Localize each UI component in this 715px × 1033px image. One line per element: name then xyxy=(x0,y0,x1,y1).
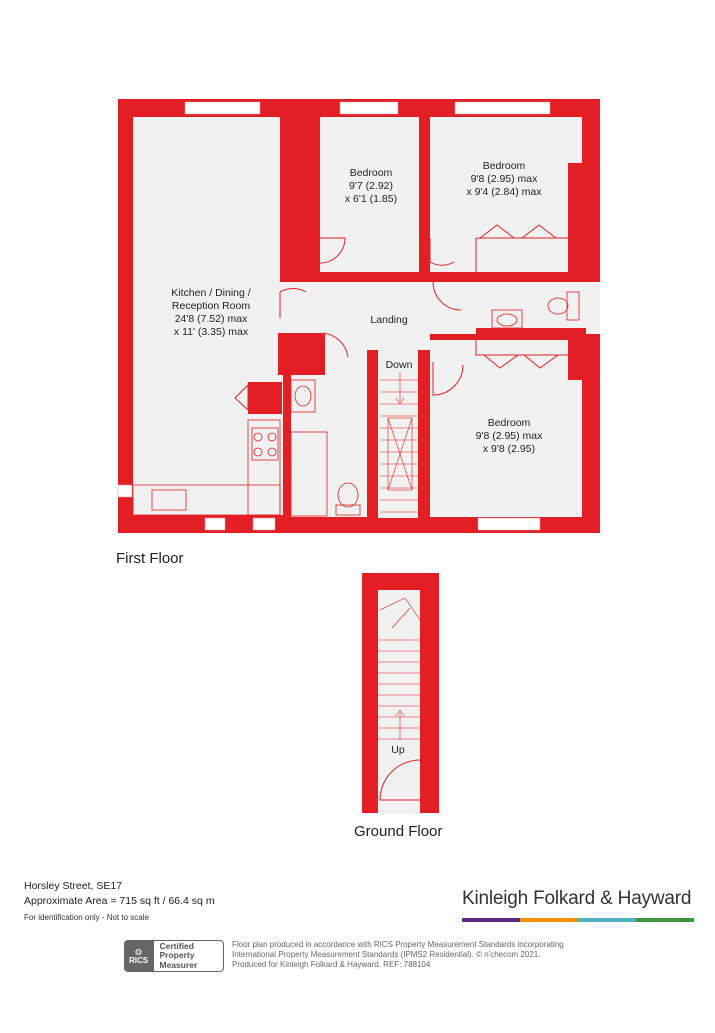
bedroom-small-label: Bedroom xyxy=(349,167,393,179)
disclaimer xyxy=(232,940,612,970)
brand-bar-teal xyxy=(578,918,636,922)
window xyxy=(478,518,540,530)
rics-logo xyxy=(124,941,154,971)
wall-block xyxy=(568,340,582,380)
first-floor-title: First Floor xyxy=(116,550,184,567)
bedroom-bottom-right-label: Bedroom xyxy=(487,417,531,429)
wall-block xyxy=(476,328,586,340)
kitchen-dim-2: x 11' (3.35) max xyxy=(173,326,249,338)
property-note: For identification only - Not to scale xyxy=(24,913,149,922)
rics-line-2: Property xyxy=(159,950,195,961)
rics-line-3: Measurer xyxy=(159,959,198,970)
rics-badge-text xyxy=(160,942,198,971)
window xyxy=(253,518,275,530)
property-area: Approximate Area = 715 sq ft / 66.4 sq m xyxy=(24,895,215,907)
wall-block xyxy=(365,272,430,282)
window xyxy=(185,102,260,114)
kitchen-label-2: Reception Room xyxy=(171,300,251,312)
rics-badge xyxy=(124,940,224,972)
brand-name: Kinleigh Folkard & Hayward xyxy=(462,888,692,909)
stairs-up-label: Up xyxy=(391,744,405,756)
wall-block xyxy=(476,272,586,282)
window xyxy=(205,518,225,530)
rics-logo-icon: ◍ xyxy=(135,947,142,956)
ground-entrance xyxy=(378,804,420,814)
kitchen-floor-lower xyxy=(133,330,283,515)
brand-bar-orange xyxy=(520,918,578,922)
window xyxy=(340,102,398,114)
brand-bar-purple xyxy=(462,918,520,922)
bedroom-bottom-right-dim-1: 9'8 (2.95) max xyxy=(475,430,543,442)
bedroom-top-right-label: Bedroom xyxy=(482,160,526,172)
window xyxy=(455,102,550,114)
bedroom-top-right-dim-1: 9'8 (2.95) max xyxy=(470,173,538,185)
wall-block xyxy=(568,163,582,272)
wall-block xyxy=(280,184,310,282)
bedroom-bottom-right-dim-2: x 9'8 (2.95) xyxy=(482,443,536,455)
brand-bar-green xyxy=(636,918,694,922)
cupboard-block xyxy=(248,382,282,414)
rics-line-1: Certified xyxy=(159,940,194,951)
wall-block xyxy=(367,350,378,518)
ground-floor-title: Ground Floor xyxy=(354,823,443,840)
window xyxy=(118,485,132,497)
wall-block xyxy=(419,117,430,272)
kitchen-dim-1: 24'8 (7.52) max xyxy=(174,313,248,325)
disclaimer-line-1: Floor plan produced in accordance with RICS Property Measurement Standards incorporating xyxy=(232,940,564,949)
wall-block xyxy=(310,117,320,282)
rics-logo-text: RICS xyxy=(128,956,149,965)
wall-block xyxy=(278,333,322,375)
landing-label: Landing xyxy=(370,314,408,326)
kitchen-label: Kitchen / Dining / xyxy=(171,287,251,299)
bedroom-small-dim-1: 9'7 (2.92) xyxy=(348,180,394,192)
stairs-down-label: Down xyxy=(385,359,413,371)
ensuite-floor xyxy=(475,282,585,330)
ground-floor-plan xyxy=(362,573,439,814)
wall-block xyxy=(418,350,430,518)
bedroom-small-dim-2: x 6'1 (1.85) xyxy=(344,193,398,205)
bathroom-floor xyxy=(290,375,367,517)
ground-floor-floor xyxy=(378,590,420,813)
wall-block xyxy=(283,375,291,517)
disclaimer-line-2: International Property Measurement Standards (IPMS2 Residential). © n'checom 2021. xyxy=(232,950,541,959)
property-address: Horsley Street, SE17 xyxy=(24,880,123,892)
bedroom-top-right-dim-2: x 9'4 (2.84) max xyxy=(466,186,542,198)
disclaimer-line-3: Produced for Kinleigh Folkard & Hayward. REF: 788104 xyxy=(232,960,431,969)
